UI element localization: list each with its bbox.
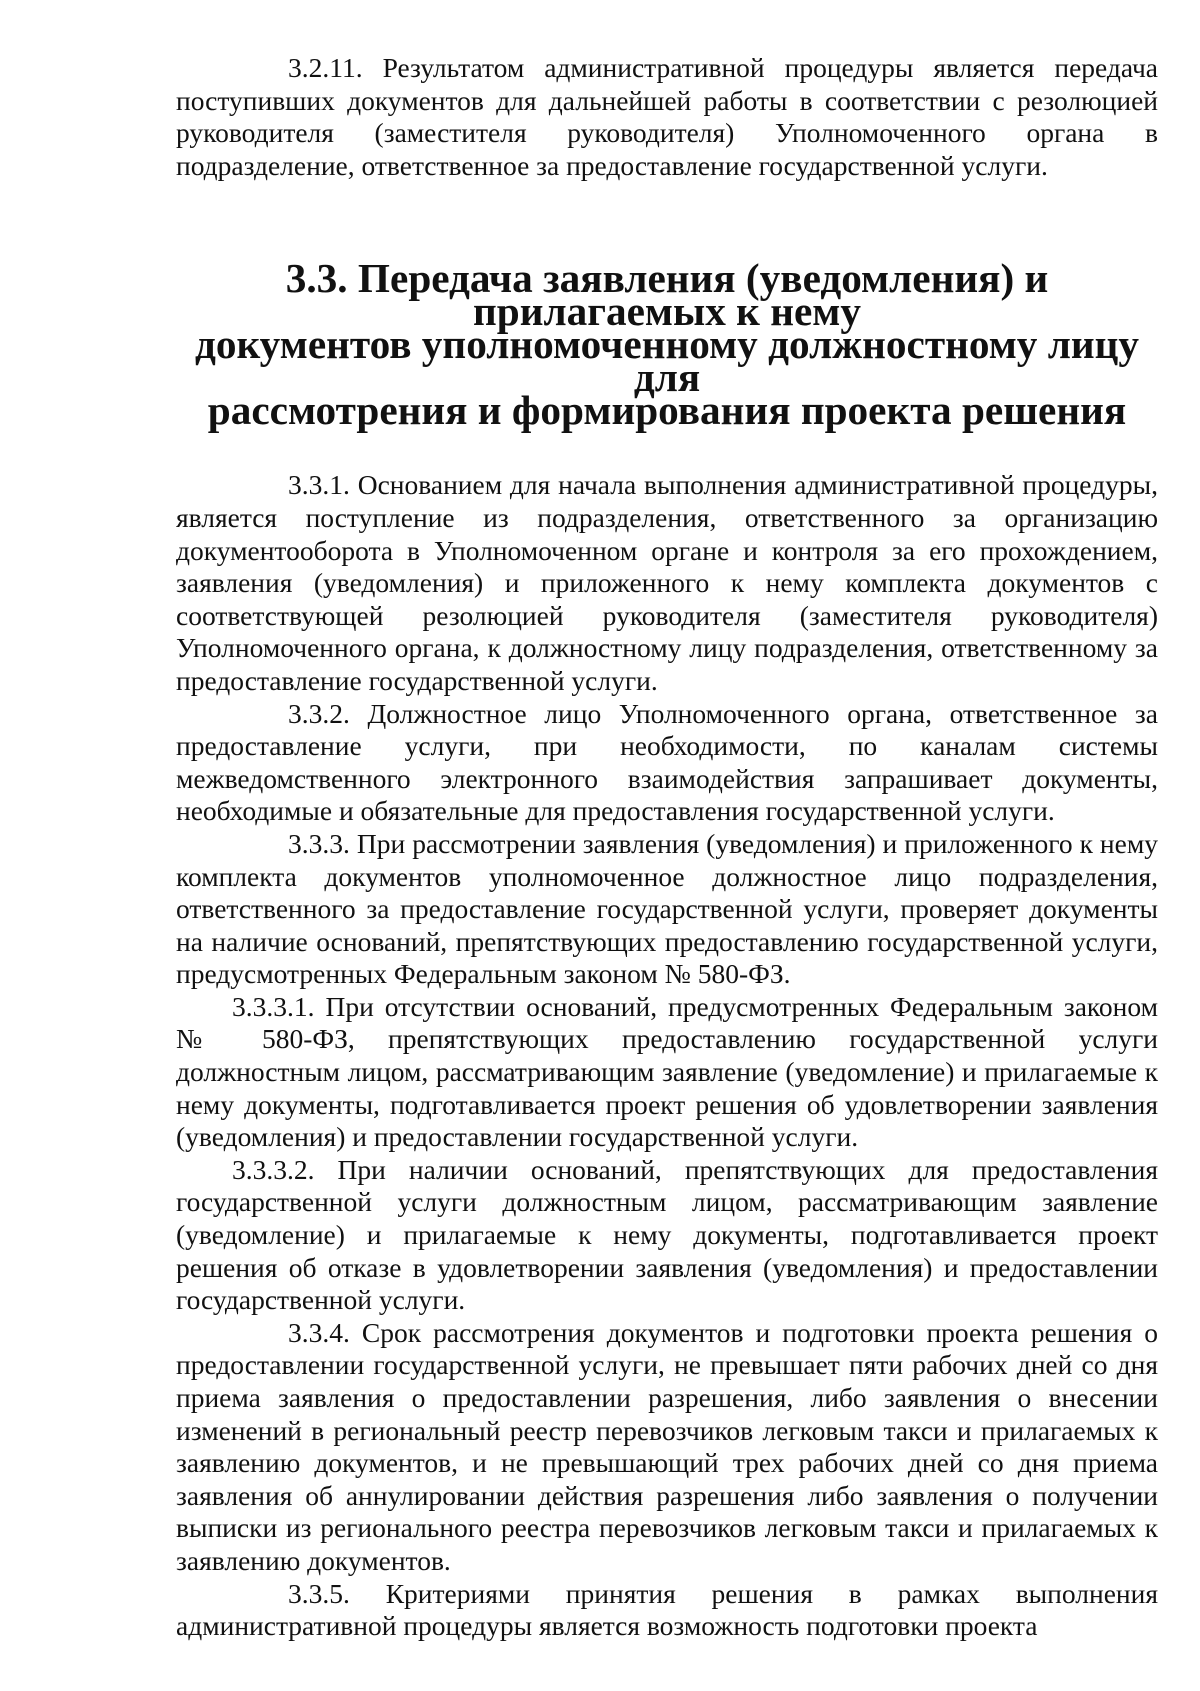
paragraph-3-3-1 bbox=[176, 469, 1158, 697]
paragraph-number: 3.3.2. bbox=[288, 697, 350, 729]
paragraph-number: 3.3.4. bbox=[288, 1316, 350, 1348]
section-heading-3-3 bbox=[176, 255, 1158, 434]
paragraph-text: Результатом административной процедуры является передача поступивших документов для дальнейшей работы в соответствии с резолюцией руководителя (заместителя руководителя) Уполномоченного органа в подразделение, ответственное за предоставление государственной услуги. bbox=[176, 52, 1158, 181]
section-heading-line-2: документов уполномоченному должностному лицу для bbox=[194, 321, 1140, 401]
paragraph-3-3-4 bbox=[176, 1317, 1158, 1578]
paragraph-number: 3.3.3.2. bbox=[232, 1153, 315, 1185]
paragraph-text: При отсутствии оснований, предусмотренных Федеральным законом № 580-ФЗ, препятствующих предоставлению государственной услуги должностным лицом, рассматривающим заявление (уведомление) и прилагаемые к нему документы, подготавливается проект решения об удовлетворении заявления (уведомления) и предоставлении государственной услуги. bbox=[176, 990, 1158, 1153]
paragraph-number: 3.2.11. bbox=[288, 52, 363, 83]
paragraph-text: Основанием для начала выполнения административной процедуры, является поступление из подразделения, ответственного за организацию документооборота в Уполномоченном органе и контроля за его прохождением, заявления (уведомления) и приложенного к нему комплекта документов с соответствующей резолюцией руководителя (заместителя руководителя) Уполномоченного органа, к должностному лицу подразделения, ответственному за предоставление государственной услуги. bbox=[176, 469, 1158, 696]
paragraph-text: Критериями принятия решения в рамках выполнения административной процедуры является возможность подготовки проекта bbox=[176, 1577, 1158, 1642]
paragraph-3-3-5 bbox=[176, 1578, 1158, 1643]
paragraph-text: Должностное лицо Уполномоченного органа, ответственное за предоставление услуги, при необходимости, по каналам системы межведомственного электронного взаимодействия запрашивает документы, необходимые и обязательные для предоставления государственной услуги. bbox=[176, 697, 1159, 827]
paragraph-text: При наличии оснований, препятствующих для предоставления государственной услуги должностным лицом, рассматривающим заявление (уведомление) и прилагаемые к нему документы, подготавливается проект решения об отказе в удовлетворении заявления (уведомления) и предоставлении государственной услуги. bbox=[176, 1153, 1158, 1316]
section-heading-line-1: 3.3. Передача заявления (уведомления) и прилагаемых к нему bbox=[285, 255, 1049, 335]
paragraph-3-2-11 bbox=[176, 52, 1158, 182]
paragraph-3-3-2 bbox=[176, 698, 1158, 828]
paragraph-number: 3.3.1. bbox=[288, 469, 350, 501]
paragraph-3-3-3-2 bbox=[176, 1154, 1158, 1317]
paragraph-3-3-3 bbox=[176, 828, 1158, 991]
document-page bbox=[176, 52, 1158, 1643]
paragraph-number: 3.3.5. bbox=[288, 1577, 350, 1609]
paragraph-text: Срок рассмотрения документов и подготовки проекта решения о предоставлении государственной услуги, не превышает пяти рабочих дней со дня приема заявления о предоставлении разрешения, либо заявления о внесении изменений в региональный реестр перевозчиков легковым такси и прилагаемых к заявлению документов, и не превышающий трех рабочих дней со дня приема заявления об аннулировании действия разрешения либо заявления о получении выписки из регионального реестра перевозчиков легковым такси и прилагаемых к заявлению документов. bbox=[176, 1316, 1158, 1576]
paragraph-number: 3.3.3.1. bbox=[232, 990, 315, 1022]
section-heading-line-3: рассмотрения и формирования проекта решения bbox=[207, 387, 1127, 434]
paragraph-number: 3.3.3. bbox=[288, 827, 350, 859]
paragraph-text: При рассмотрении заявления (уведомления) и приложенного к нему комплекта документов уполномоченное должностное лицо подразделения, ответственного за предоставление государственной услуги, проверяет документы на наличие оснований, препятствующих предоставлению государственной услуги, предусмотренных Федеральным законом № 580-ФЗ. bbox=[176, 827, 1159, 990]
paragraph-3-3-3-1 bbox=[176, 991, 1158, 1154]
